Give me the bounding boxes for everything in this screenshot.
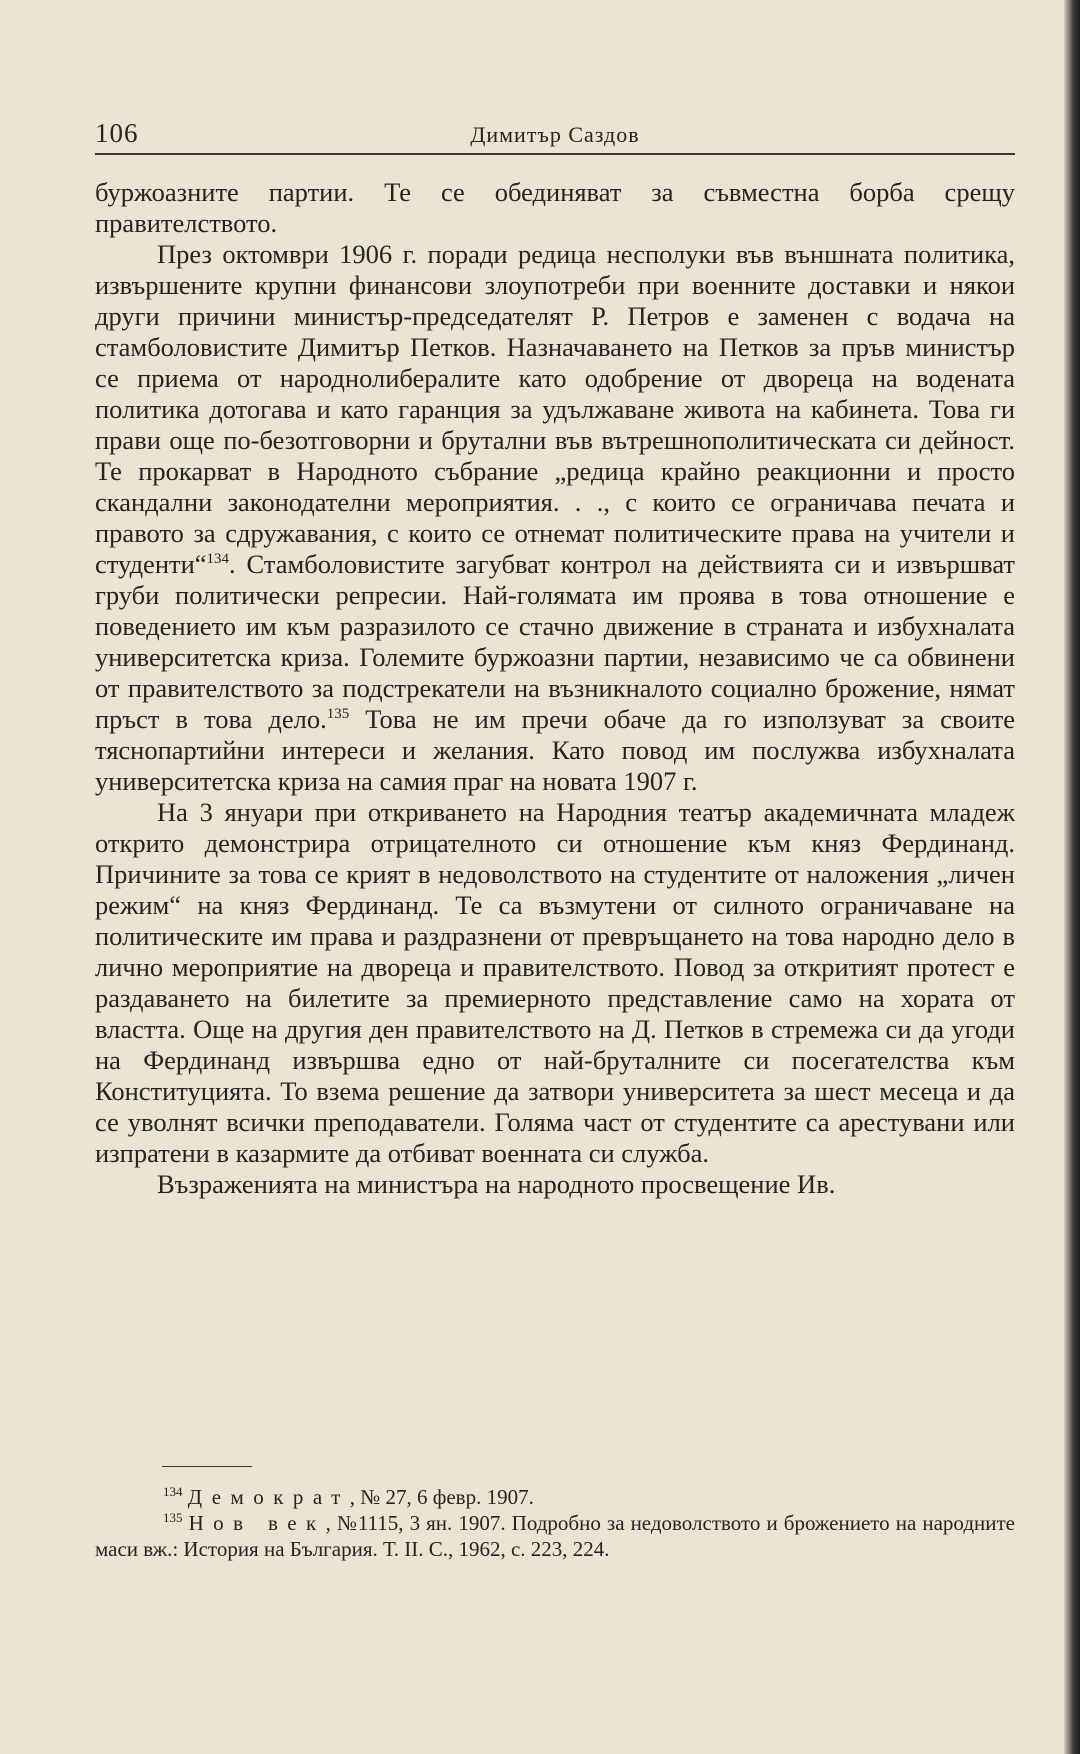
paragraph-text: През октомври 1906 г. поради редица несполуки във външната политика, извършените крупни финансови злоупотреби при военните доставки и някои други причини министър-председателят Р. Петров е заменен с водача на стамболовистите Димитър Петков. Назначаването на Петков за пръв министър се приема от народнолибералите като одобрение от двореца на водената политика дотогава и като гаранция за удължаване живота на кабинета. Това ги прави още по-безотговорни и брутални във вътрешнополитическата си дейност. Те прокарват в Народното събрание „редица крайно реакционни и просто скандални законодателни мероприятия. . ., с които се ограничава печата и правото за сдружавания, с които се отнемат политическите права на учители и студенти“: [95, 239, 1015, 579]
footnote-ref-134[interactable]: 134: [206, 551, 230, 568]
paragraph-text: Това не им пречи обаче да го използуват за своите тяснопартийни интереси и желания. Като повод им послужва избухналата университетска криза на самия праг на новата 1907 г.: [95, 704, 1015, 796]
footnote-source: Нов век: [188, 1511, 326, 1535]
body-text: [95, 177, 1015, 1200]
footnote-number: 134: [163, 1484, 183, 1499]
paragraph-continuation: буржоазните партии. Те се обединяват за съвместна борба срещу правителството.: [95, 177, 1015, 238]
footnote-number: 135: [163, 1510, 183, 1525]
paragraph-january-3: На 3 януари при откриването на Народния театър академичната младеж открито демонстрира отрицателното си отношение към княз Фердинанд. Причините за това се крият в недоволството на студентите от наложения „личен режим“ на княз Фердинанд. Те са възмутени от силното ограничаване на политическите им права и раздразнени от превръщането на това народно дело в лично мероприятие на двореца и правителството. Повод за откритият протест е раздаването на билетите за премиерното представление само на хората от властта. Още на другия ден правителството на Д. Петков в стремежа си да угоди на Фердинанд извършва едно от най-бруталните си посегателства към Конституцията. То взема решение да затвори университета за шест месеца и да се уволнят всички преподаватели. Голяма част от студентите са арестувани или изпратени в казармите да отбиват военната си служба.: [95, 797, 1015, 1168]
page-header: [95, 114, 1015, 154]
footnote-source: Демократ: [187, 1485, 350, 1509]
paragraph-objections: Възраженията на министъра на народното просвещение Ив.: [157, 1169, 836, 1199]
footnote-text: , №1115, 3 ян. 1907. Подробно за недоволството и брожението на народните маси вж.: История на България. Т. II. С., 1962, с. 223, 224.: [95, 1511, 1015, 1561]
running-title: Димитър Саздов: [470, 122, 640, 147]
paragraph-text: . Стамболовистите загубват контрол на действията си и извършват груби политически репресии. Най-голямата им проява в това отношение е поведението им към разразилото се стачно движение в страната и избухналата университетска криза. Големите буржоазни партии, независимо че са обвинени от правителството за подстрекатели на възникналото социално брожение, нямат пръст в това дело.: [95, 549, 1015, 734]
footnote-rule: [162, 1466, 252, 1467]
footnotes: [95, 1484, 1015, 1562]
page-number: 106: [95, 118, 139, 148]
paragraph-october-1906: [95, 239, 1015, 797]
footnote-134: [95, 1484, 1015, 1510]
page-edge-shadow: [1064, 0, 1080, 1754]
header-rule: [95, 153, 1015, 155]
footnote-ref-135[interactable]: 135: [326, 706, 350, 723]
footnote-text: , № 27, 6 февр. 1907.: [349, 1485, 534, 1509]
footnote-135: [95, 1510, 1015, 1562]
